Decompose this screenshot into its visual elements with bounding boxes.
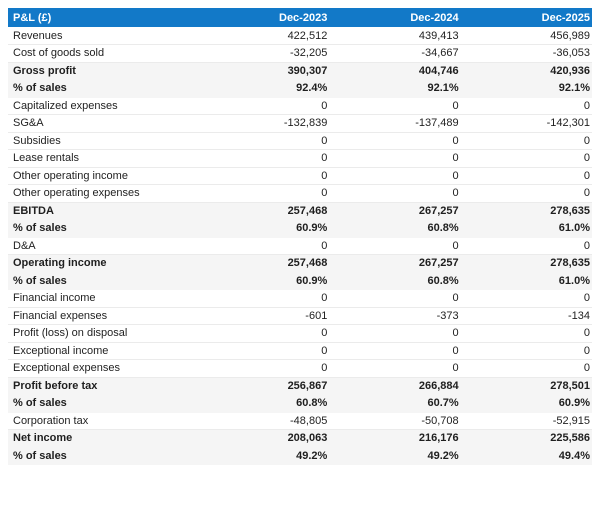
cell-value: -601 [198,307,329,325]
row-label: Exceptional income [8,342,198,360]
cell-value: 92.1% [329,80,460,98]
cell-value: 0 [198,167,329,185]
table-row [8,80,592,98]
cell-value: 0 [198,97,329,115]
table-row [8,167,592,185]
cell-value: 266,884 [329,377,460,395]
cell-value: 278,501 [461,377,592,395]
header-dec-2025: Dec-2025 [461,8,592,27]
cell-value: 0 [198,150,329,168]
cell-value: 49.4% [461,447,592,465]
table-row [8,325,592,343]
cell-value: 0 [198,185,329,203]
table-row [8,132,592,150]
cell-value: -48,805 [198,412,329,430]
cell-value: 0 [461,290,592,308]
cell-value: 420,936 [461,62,592,80]
cell-value: 208,063 [198,430,329,448]
cell-value: 49.2% [198,447,329,465]
table-row [8,395,592,413]
table-row [8,115,592,133]
row-label: Capitalized expenses [8,97,198,115]
cell-value: -137,489 [329,115,460,133]
cell-value: 390,307 [198,62,329,80]
row-label: Corporation tax [8,412,198,430]
cell-value: 439,413 [329,27,460,45]
table-row [8,272,592,290]
header-dec-2023: Dec-2023 [198,8,329,27]
row-label: % of sales [8,447,198,465]
row-label: Cost of goods sold [8,45,198,63]
cell-value: 92.4% [198,80,329,98]
cell-value: 0 [198,290,329,308]
cell-value: 60.7% [329,395,460,413]
cell-value: 0 [461,150,592,168]
cell-value: 60.8% [198,395,329,413]
table-row [8,150,592,168]
pnl-table-header [8,8,592,27]
row-label: Gross profit [8,62,198,80]
row-label: Exceptional expenses [8,360,198,378]
cell-value: 0 [198,342,329,360]
row-label: D&A [8,237,198,255]
row-label: % of sales [8,272,198,290]
cell-value: 278,635 [461,255,592,273]
row-label: Profit (loss) on disposal [8,325,198,343]
cell-value: 60.8% [329,220,460,238]
row-label: Profit before tax [8,377,198,395]
table-row [8,360,592,378]
row-label: % of sales [8,395,198,413]
header-row [8,8,592,27]
table-row [8,237,592,255]
cell-value: 0 [461,237,592,255]
cell-value: 0 [461,185,592,203]
table-row [8,377,592,395]
cell-value: 257,468 [198,255,329,273]
table-row [8,342,592,360]
row-label: Financial income [8,290,198,308]
cell-value: 0 [461,97,592,115]
cell-value: 61.0% [461,272,592,290]
cell-value: 60.8% [329,272,460,290]
row-label: EBITDA [8,202,198,220]
table-row [8,45,592,63]
cell-value: 0 [461,167,592,185]
cell-value: -34,667 [329,45,460,63]
row-label: Financial expenses [8,307,198,325]
row-label: Other operating expenses [8,185,198,203]
table-row [8,307,592,325]
table-row [8,185,592,203]
cell-value: -134 [461,307,592,325]
cell-value: 225,586 [461,430,592,448]
cell-value: -32,205 [198,45,329,63]
row-label: Subsidies [8,132,198,150]
cell-value: 0 [329,150,460,168]
header-dec-2024: Dec-2024 [329,8,460,27]
row-label: % of sales [8,220,198,238]
table-row [8,220,592,238]
cell-value: 0 [461,342,592,360]
cell-value: 61.0% [461,220,592,238]
cell-value: 0 [198,132,329,150]
cell-value: -52,915 [461,412,592,430]
row-label: Lease rentals [8,150,198,168]
cell-value: 0 [198,325,329,343]
cell-value: 0 [329,97,460,115]
cell-value: 278,635 [461,202,592,220]
cell-value: 267,257 [329,255,460,273]
row-label: % of sales [8,80,198,98]
cell-value: -36,053 [461,45,592,63]
cell-value: 0 [329,342,460,360]
cell-value: 0 [329,290,460,308]
cell-value: 0 [329,167,460,185]
cell-value: 456,989 [461,27,592,45]
cell-value: 49.2% [329,447,460,465]
pnl-table-body [8,27,592,465]
table-row [8,27,592,45]
row-label: Other operating income [8,167,198,185]
cell-value: -373 [329,307,460,325]
cell-value: 60.9% [461,395,592,413]
table-row [8,447,592,465]
cell-value: -50,708 [329,412,460,430]
cell-value: 257,468 [198,202,329,220]
cell-value: 0 [461,360,592,378]
row-label: Operating income [8,255,198,273]
table-row [8,430,592,448]
cell-value: 0 [329,185,460,203]
cell-value: 0 [198,237,329,255]
table-row [8,255,592,273]
cell-value: -142,301 [461,115,592,133]
cell-value: 0 [198,360,329,378]
table-row [8,97,592,115]
cell-value: 0 [329,360,460,378]
pnl-table [8,8,592,465]
table-row [8,412,592,430]
cell-value: 216,176 [329,430,460,448]
cell-value: -132,839 [198,115,329,133]
cell-value: 256,867 [198,377,329,395]
cell-value: 404,746 [329,62,460,80]
cell-value: 92.1% [461,80,592,98]
cell-value: 60.9% [198,220,329,238]
row-label: SG&A [8,115,198,133]
cell-value: 0 [461,132,592,150]
row-label: Revenues [8,27,198,45]
cell-value: 0 [329,132,460,150]
cell-value: 267,257 [329,202,460,220]
table-row [8,62,592,80]
cell-value: 0 [329,325,460,343]
table-row [8,202,592,220]
cell-value: 60.9% [198,272,329,290]
cell-value: 0 [461,325,592,343]
cell-value: 0 [329,237,460,255]
header-pnl-label: P&L (£) [8,8,198,27]
row-label: Net income [8,430,198,448]
table-row [8,290,592,308]
cell-value: 422,512 [198,27,329,45]
